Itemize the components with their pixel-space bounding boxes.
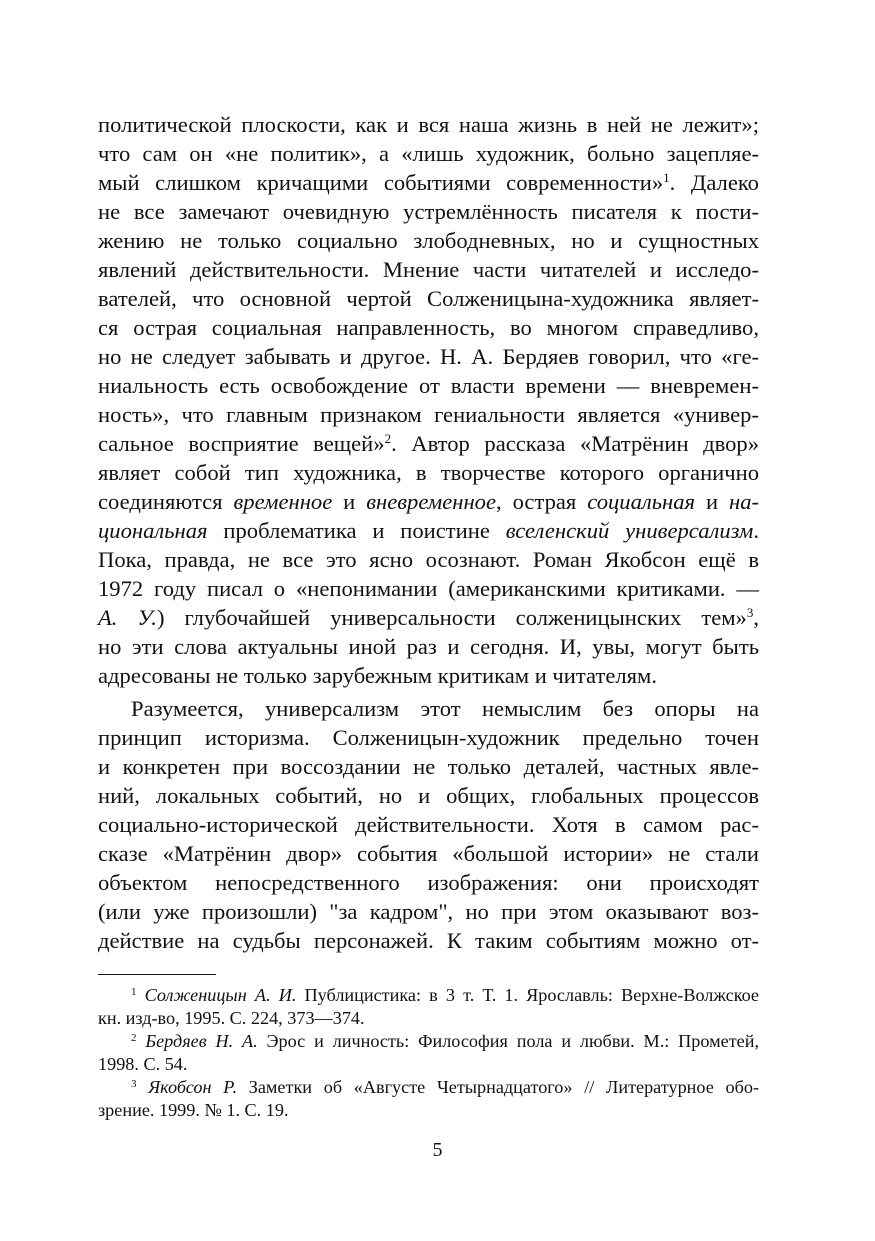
text-run: (или уже произошли) "за кадром", но при этом оказывают воз- xyxy=(98,899,759,924)
text-run: кн. изд-во, 1995. С. 224, 373—374. xyxy=(98,1008,365,1028)
italic-text: Якобсон Р. xyxy=(148,1077,238,1097)
text-run xyxy=(137,1077,149,1097)
text-run: вателей, что основной чертой Солженицына-художника являет- xyxy=(98,286,759,311)
italic-text: А. У. xyxy=(98,605,157,630)
text-run: . Далеко xyxy=(669,170,759,195)
text-run: проблематика и поистине xyxy=(207,518,506,543)
body-line xyxy=(98,197,759,226)
body-line xyxy=(98,255,759,284)
body-line xyxy=(98,342,759,371)
text-run: 1972 году писал о «непонимании (американскими критиками. — xyxy=(98,576,759,601)
italic-text: временное xyxy=(233,489,333,514)
text-run: соединяются xyxy=(98,489,234,514)
text-run: Пока, правда, не все это ясно осознают. Роман Якобсон ещё в xyxy=(98,547,759,572)
text-run: Публицистика: в 3 т. Т. 1. Ярославль: Верхне-Волжское xyxy=(296,985,759,1005)
footnote-line xyxy=(131,1076,759,1099)
footnote-line xyxy=(131,1030,759,1053)
text-run: , xyxy=(753,605,759,630)
body-line xyxy=(131,694,759,723)
body-line xyxy=(98,723,759,752)
footnote-ref: 1 xyxy=(131,986,137,998)
text-run: принцип историзма. Солженицын-художник предельно точен xyxy=(98,725,759,750)
footnote-ref: 3 xyxy=(131,1078,137,1090)
text-run: политической плоскости, как и вся наша жизнь в ней не лежит»; xyxy=(98,112,759,137)
body-line xyxy=(98,516,759,545)
body-line xyxy=(98,781,759,810)
text-run: но не следует забывать и другое. Н. А. Бердяев говорил, что «ге- xyxy=(98,344,759,369)
text-run: что сам он «не политик», а «лишь художник, больно зацепляе- xyxy=(98,141,759,166)
body-line xyxy=(98,926,759,955)
body-line xyxy=(98,400,759,429)
footnote-ref: 2 xyxy=(384,431,392,446)
body-line xyxy=(98,487,759,516)
body-line xyxy=(98,632,759,661)
text-run: социально-исторической действительности. Хотя в самом рас- xyxy=(98,812,759,837)
body-line xyxy=(98,839,759,868)
text-run: ниальность есть освобождение от власти времени — вневремен- xyxy=(98,373,759,398)
text-run: действие на судьбы персонажей. К таким событиям можно от- xyxy=(98,928,759,953)
text-run: и xyxy=(695,489,729,514)
body-line xyxy=(98,458,759,487)
body-line xyxy=(98,897,759,926)
body-line xyxy=(98,810,759,839)
footnote-ref: 2 xyxy=(131,1032,137,1044)
italic-text: циональная xyxy=(98,518,208,543)
text-run: не все замечают очевидную устремлённость писателя к пости- xyxy=(98,199,759,224)
body-line xyxy=(98,603,759,632)
footnote-line xyxy=(98,1053,759,1076)
body-line xyxy=(98,284,759,313)
text-run: зрение. 1999. № 1. С. 19. xyxy=(98,1100,289,1120)
footnote-separator xyxy=(98,974,216,975)
footnote-ref: 1 xyxy=(663,170,670,185)
text-run: мый слишком кричащими событиями современности» xyxy=(98,170,664,195)
page-number: 5 xyxy=(432,1139,443,1161)
body-line xyxy=(98,545,759,574)
italic-text: на- xyxy=(728,489,760,514)
text-run: объектом непосредственного изображения: они происходят xyxy=(98,870,759,895)
text-run: ) глубочайшей универсальности солженицынских тем» xyxy=(156,605,747,630)
body-line xyxy=(98,661,759,690)
text-run: сказе «Матрёнин двор» события «большой истории» не стали xyxy=(98,841,759,866)
text-run: явлений действительности. Мнение части читателей и исследо- xyxy=(98,257,759,282)
body-line xyxy=(98,139,759,168)
text-run: и xyxy=(332,489,367,514)
italic-text: вселенский универсализм xyxy=(505,518,754,543)
italic-text: Бердяев Н. А. xyxy=(145,1031,258,1051)
body-line xyxy=(98,313,759,342)
text-run: 1998. С. 54. xyxy=(98,1054,188,1074)
text-run: Заметки об «Августе Четырнадцатого» // Литературное обо- xyxy=(237,1077,760,1097)
text-run: . xyxy=(753,518,760,543)
text-run: ний, локальных событий, но и общих, глобальных процессов xyxy=(98,783,759,808)
footnote-line xyxy=(98,1007,759,1030)
italic-text: вневременное xyxy=(366,489,496,514)
footnote-ref: 3 xyxy=(746,605,754,620)
text-run: но эти слова актуальны иной раз и сегодня. И, увы, могут быть xyxy=(98,634,759,659)
italic-text: социальная xyxy=(587,489,696,514)
body-line xyxy=(98,429,759,458)
body-line xyxy=(98,574,759,603)
text-run: Разумеется, универсализм этот немыслим без опоры на xyxy=(131,696,759,721)
footnote-line xyxy=(131,984,759,1007)
text-run: ность», что главным признаком гениальности является «универ- xyxy=(98,402,759,427)
footnote-line xyxy=(98,1099,759,1122)
body-line xyxy=(98,868,759,897)
text-run: жению не только социально злободневных, но и сущностных xyxy=(98,228,759,253)
text-run: ся острая социальная направленность, во многом справедливо, xyxy=(98,315,759,340)
text-run: являет собой тип художника, в творчестве которого органично xyxy=(98,460,759,485)
text-run: , острая xyxy=(496,489,588,514)
text-run: . Автор рассказа «Матрёнин двор» xyxy=(391,431,759,456)
body-line xyxy=(98,226,759,255)
text-run xyxy=(137,985,145,1005)
text-run: адресованы не только зарубежным критикам и читателям. xyxy=(98,663,657,688)
body-line xyxy=(98,168,759,197)
text-run: сальное восприятие вещей» xyxy=(98,431,385,456)
text-run: Эрос и личность: Философия пола и любви. М.: Прометей, xyxy=(257,1031,760,1051)
italic-text: Солженицын А. И. xyxy=(144,985,297,1005)
body-line xyxy=(98,752,759,781)
body-line xyxy=(98,371,759,400)
text-run: и конкретен при воссоздании не только деталей, частных явле- xyxy=(98,754,759,779)
body-line xyxy=(98,110,759,139)
